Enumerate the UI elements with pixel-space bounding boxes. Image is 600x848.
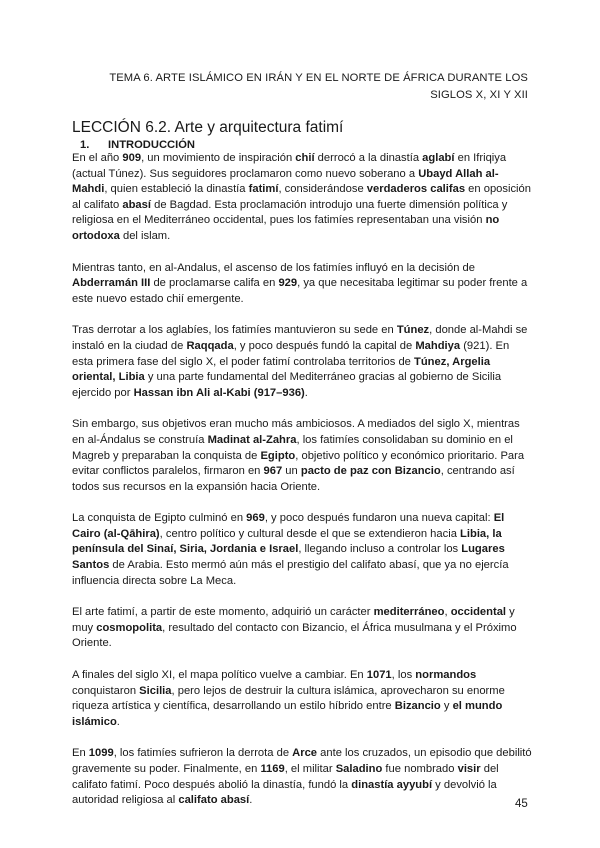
body-text <box>72 151 532 825</box>
text-run: , los <box>391 669 416 682</box>
text-run: (921). En esta primera fase del siglo X, el poder fatimí controlaba territorios de <box>72 339 510 368</box>
lesson-title: LECCIÓN 6.2. Arte y arquitectura fatimí <box>72 119 344 136</box>
text-run: derrocó a la dinastía <box>314 152 423 164</box>
text-run: A finales del siglo XI, el mapa político vuelve a cambiar. En <box>72 669 367 682</box>
paragraph <box>72 417 532 495</box>
text-run: La conquista de Egipto culminó en <box>72 512 247 525</box>
bold-term: Bizancio <box>394 700 441 713</box>
bold-term: Madinat al-Zahra <box>207 433 297 446</box>
paragraph <box>72 151 532 245</box>
text-run: conquistaron <box>72 684 140 697</box>
bold-term: Abderramán III <box>72 277 151 290</box>
bold-term: El Cairo (al-Qāhira) <box>72 512 505 540</box>
bold-term: Mahdiya <box>415 339 461 352</box>
page-number: 45 <box>515 798 528 810</box>
text-run: y una parte fundamental del Mediterráneo gracias al gobierno de Sicilia ejercido por <box>72 371 502 399</box>
bold-term: Sicilia <box>139 684 172 697</box>
bold-term: no ortodoxa <box>72 214 500 242</box>
text-run: , y poco después fundó la capital de <box>233 339 416 352</box>
text-run: , los fatimíes consolidaban su dominio en el Magreb y preparaban la conquista de <box>72 433 513 462</box>
text-run: , centro político y cultural desde el que se extendieron hacia <box>159 527 461 540</box>
text-run: . <box>116 715 120 728</box>
bold-term: visir <box>457 763 481 775</box>
text-run: de Bagdad. Esta proclamación introdujo una fuerte dimensión política y religiosa en el Mediterráneo occidental, pues los fatimíes representaban una visión <box>72 198 508 227</box>
text-run: un <box>282 465 301 478</box>
bold-term: Túnez, Argelia oriental, Libia <box>72 355 491 384</box>
text-run: del islam. <box>119 229 171 242</box>
text-run: El arte fatimí, a partir de este momento, adquirió un carácter <box>72 606 374 619</box>
text-run: , llegando incluso a controlar los <box>298 543 462 556</box>
bold-term: 969 <box>246 512 265 525</box>
text-run: . <box>304 386 308 399</box>
text-run: , centrando así todos sus recursos en la expansión hacia Oriente. <box>72 465 515 493</box>
text-run: Mientras tanto, en al-Andalus, el ascenso de los fatimíes influyó en la decisión de <box>72 261 475 274</box>
bold-term: 1169 <box>260 763 285 775</box>
text-run: , quien estableció la dinastía <box>104 183 249 196</box>
paragraph <box>72 323 532 401</box>
bold-term: dinastía ayyubí <box>351 778 433 791</box>
bold-term: 909 <box>122 152 142 164</box>
paragraph <box>72 668 532 730</box>
bold-term: 1099 <box>88 747 114 760</box>
text-run: , ya que necesitaba legitimar su poder frente a este nuevo estado chií emergente. <box>72 277 528 305</box>
bold-term: verdaderos califas <box>366 183 466 196</box>
paragraph <box>72 511 532 589</box>
text-run: , objetivo político y económico prioritario. Para evitar conflictos paralelos, firmaron en <box>72 449 525 478</box>
text-run: , y poco después fundaron una nueva capital: <box>264 512 494 525</box>
bold-term: el mundo islámico <box>72 700 503 728</box>
text-run: y devolvió la autoridad religiosa al <box>72 778 497 807</box>
text-run: Sin embargo, sus objetivos eran mucho más ambiciosos. A mediados del siglo X, mientras en al-Ándalus se construía <box>72 418 520 446</box>
paragraph <box>72 261 532 308</box>
text-run: de proclamarse califa en <box>150 277 279 290</box>
text-run: , los fatimíes sufrieron la derrota de <box>113 747 293 760</box>
text-run: En <box>72 747 89 760</box>
text-run: en oposición al califato <box>72 183 531 211</box>
section-heading <box>80 138 195 152</box>
text-run: y muy <box>72 606 515 634</box>
running-header <box>88 70 528 104</box>
bold-term: aglabí <box>422 152 455 164</box>
bold-term: normandos <box>415 669 477 682</box>
text-run: , resultado del contacto con Bizancio, el África musulmana y el Próximo Oriente. <box>72 621 517 650</box>
text-run: ante los cruzados, un episodio que debilitó gravemente su poder. Finalmente, en <box>72 747 532 775</box>
bold-term: califato abasí <box>178 794 250 807</box>
bold-term: chií <box>295 152 315 164</box>
bold-term: 929 <box>278 277 298 290</box>
text-run: , considerándose <box>278 183 367 196</box>
section-number: 1. <box>80 139 90 151</box>
bold-term: Lugares Santos <box>72 543 505 572</box>
text-run: en Ifriqiya (actual Túnez). Sus seguidores proclamaron como nuevo soberano a <box>72 152 507 180</box>
text-run: . <box>249 794 253 807</box>
paragraph <box>72 746 532 808</box>
text-run: En el año <box>72 152 123 164</box>
bold-term: Raqqada <box>186 339 234 352</box>
bold-term: 1071 <box>366 669 392 682</box>
bold-term: Libia, la península del Sinaí, Siria, Jordania e Israel <box>72 527 502 556</box>
header-line-1: TEMA 6. ARTE ISLÁMICO EN IRÁN Y EN EL NORTE DE ÁFRICA DURANTE LOS <box>109 72 528 84</box>
text-run: Tras derrotar a los aglabíes, los fatimíes mantuvieron su sede en <box>72 324 397 337</box>
text-run: y <box>440 700 453 713</box>
bold-term: Ubayd Allah al-Mahdi <box>72 167 499 196</box>
bold-term: 967 <box>263 465 283 478</box>
bold-term: cosmopolita <box>96 621 163 634</box>
paragraph <box>72 605 532 652</box>
bold-term: Hassan ibn Ali al-Kabi (917–936) <box>133 386 305 399</box>
bold-term: occidental <box>450 606 507 619</box>
text-run: , donde al-Mahdi se instaló en la ciudad de <box>72 324 528 352</box>
bold-term: pacto de paz con Bizancio <box>300 465 441 478</box>
text-run: , <box>444 606 451 619</box>
text-run: de Arabia. Esto mermó aún más el prestigio del califato abasí, que ya no ejercía influencia directa sobre La Meca. <box>72 559 509 587</box>
bold-term: fatimí <box>248 183 279 196</box>
header-line-2: SIGLOS X, XI Y XII <box>430 89 528 101</box>
text-run: , el militar <box>284 763 336 775</box>
text-run: , un movimiento de inspiración <box>141 152 296 164</box>
bold-term: Túnez <box>396 324 430 337</box>
bold-term: abasí <box>122 198 151 211</box>
bold-term: Egipto <box>260 449 296 462</box>
bold-term: Arce <box>292 747 318 760</box>
text-run: fue nombrado <box>382 763 458 775</box>
text-run: , pero lejos de destruir la cultura islámica, aprovecharon su enorme riqueza artística y científica, desarrollando un estilo híbrido entre <box>72 684 505 713</box>
bold-term: mediterráneo <box>373 606 445 619</box>
bold-term: Saladino <box>335 763 383 775</box>
section-title: INTRODUCCIÓN <box>108 139 196 151</box>
text-run: del califato fatimí. Poco después abolió la dinastía, fundó la <box>72 763 499 791</box>
